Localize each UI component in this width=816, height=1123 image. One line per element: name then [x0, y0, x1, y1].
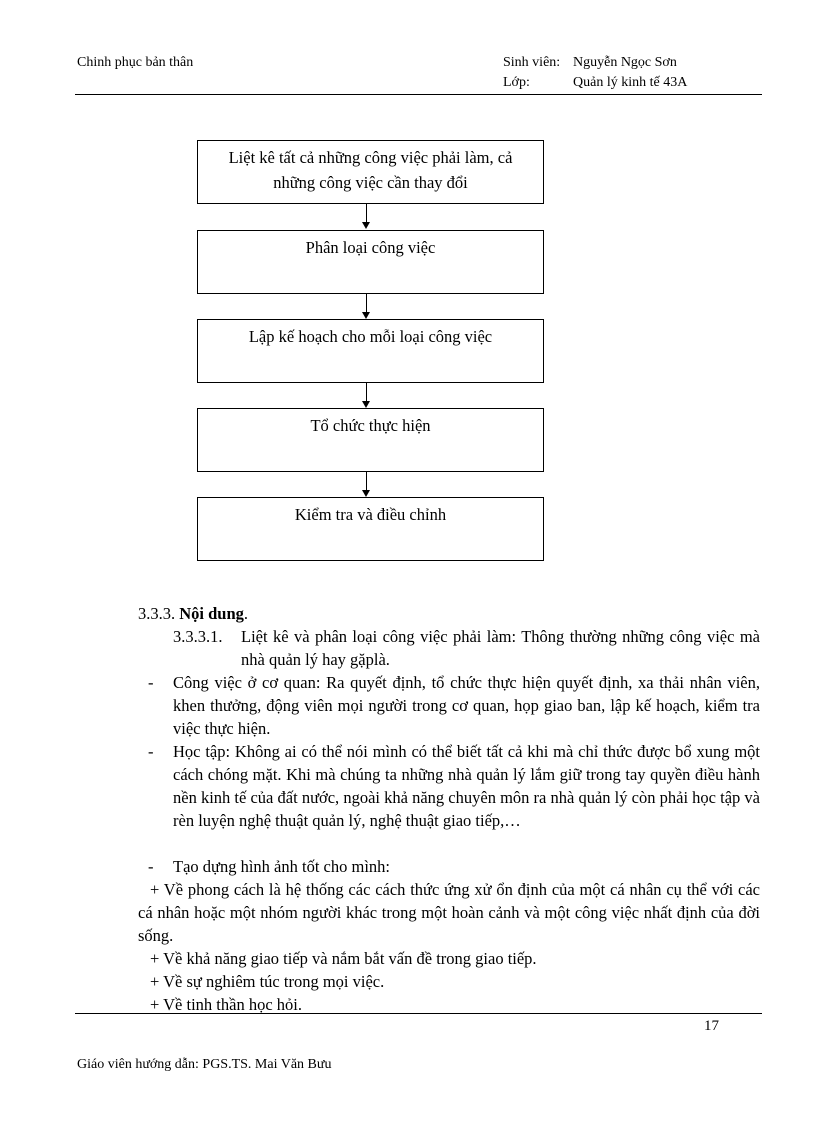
class-name: Quản lý kinh tế 43A: [573, 75, 688, 90]
plus-item-style: + Về phong cách là hệ thống các cách thức ứng xử ổn định của một cá nhân cụ thể với các cá nhân hoặc một nhóm người khác trong một hoàn cảnh và một công việc nhất định của đời sống.: [138, 880, 760, 945]
bullet-dash: -: [148, 673, 154, 692]
plus-item-communication: + Về khả năng giao tiếp và nắm bắt vấn đề trong giao tiếp.: [150, 949, 537, 968]
flow-connector: [366, 383, 367, 402]
subsection-text: Liệt kê và phân loại công việc phải làm: Thông thường những công việc mà nhà quản lý hay gặplà.: [241, 627, 760, 669]
flow-connector: [366, 294, 367, 313]
student-label: Sinh viên:: [503, 55, 561, 70]
header-left-title: Chinh phục bản thân: [77, 55, 194, 70]
footer-rule: [75, 1013, 762, 1014]
page-number: 17: [704, 1018, 719, 1034]
bullet-work: Công việc ở cơ quan: Ra quyết định, tổ chức thực hiện quyết định, xa thải nhân viên, khen thưởng, động viên mọi người trong cơ quan, họp giao ban, lập kế hoạch, kiểm tra việc thực hiện.: [173, 673, 760, 738]
bullet-dash: -: [148, 742, 154, 761]
section-heading: [138, 602, 248, 625]
arrow-down-icon: [362, 222, 370, 229]
flow-step-plan: Lập kế hoạch cho mỗi loại công việc: [197, 319, 544, 383]
class-label: Lớp:: [503, 75, 530, 90]
student-name: Nguyễn Ngọc Sơn: [573, 55, 677, 70]
flow-step-review: Kiểm tra và điều chỉnh: [197, 497, 544, 561]
section-title: Nội dung: [179, 604, 244, 623]
header-rule: [75, 94, 762, 95]
bullet-study: Học tập: Không ai có thể nói mình có thể biết tất cả khi mà chỉ thức được bổ xung một cách chóng mặt. Khi mà chúng ta những nhà quản lý lắm giữ trong tay quyền điều hành nền kinh tế của đất nước, ngoài khả năng chuyên môn ra nhà quản lý còn phải học tập và rèn luyện nghệ thuật quản lý, nghệ thuật giao tiếp,…: [173, 742, 760, 830]
flow-connector: [366, 472, 367, 491]
flow-step-list-tasks: Liệt kê tất cả những công việc phải làm, cả những công việc cần thay đổi: [197, 140, 544, 204]
plus-item-seriousness: + Về sự nghiêm túc trong mọi việc.: [150, 972, 385, 991]
subsection-number: 3.3.3.1.: [173, 627, 223, 646]
arrow-down-icon: [362, 312, 370, 319]
bullet-image: Tạo dựng hình ảnh tốt cho mình:: [173, 857, 390, 876]
flow-step-execute: Tổ chức thực hiện: [197, 408, 544, 472]
flow-step-classify: Phân loại công việc: [197, 230, 544, 294]
bullet-dash: -: [148, 857, 154, 876]
section-period: .: [243, 604, 249, 623]
arrow-down-icon: [362, 490, 370, 497]
plus-item-learning: + Về tinh thần học hỏi.: [150, 995, 302, 1014]
advisor-line: Giáo viên hướng dẫn: PGS.TS. Mai Văn Bưu: [77, 1057, 332, 1072]
flow-connector: [366, 204, 367, 224]
section-number: 3.3.3.: [138, 604, 176, 623]
arrow-down-icon: [362, 401, 370, 408]
